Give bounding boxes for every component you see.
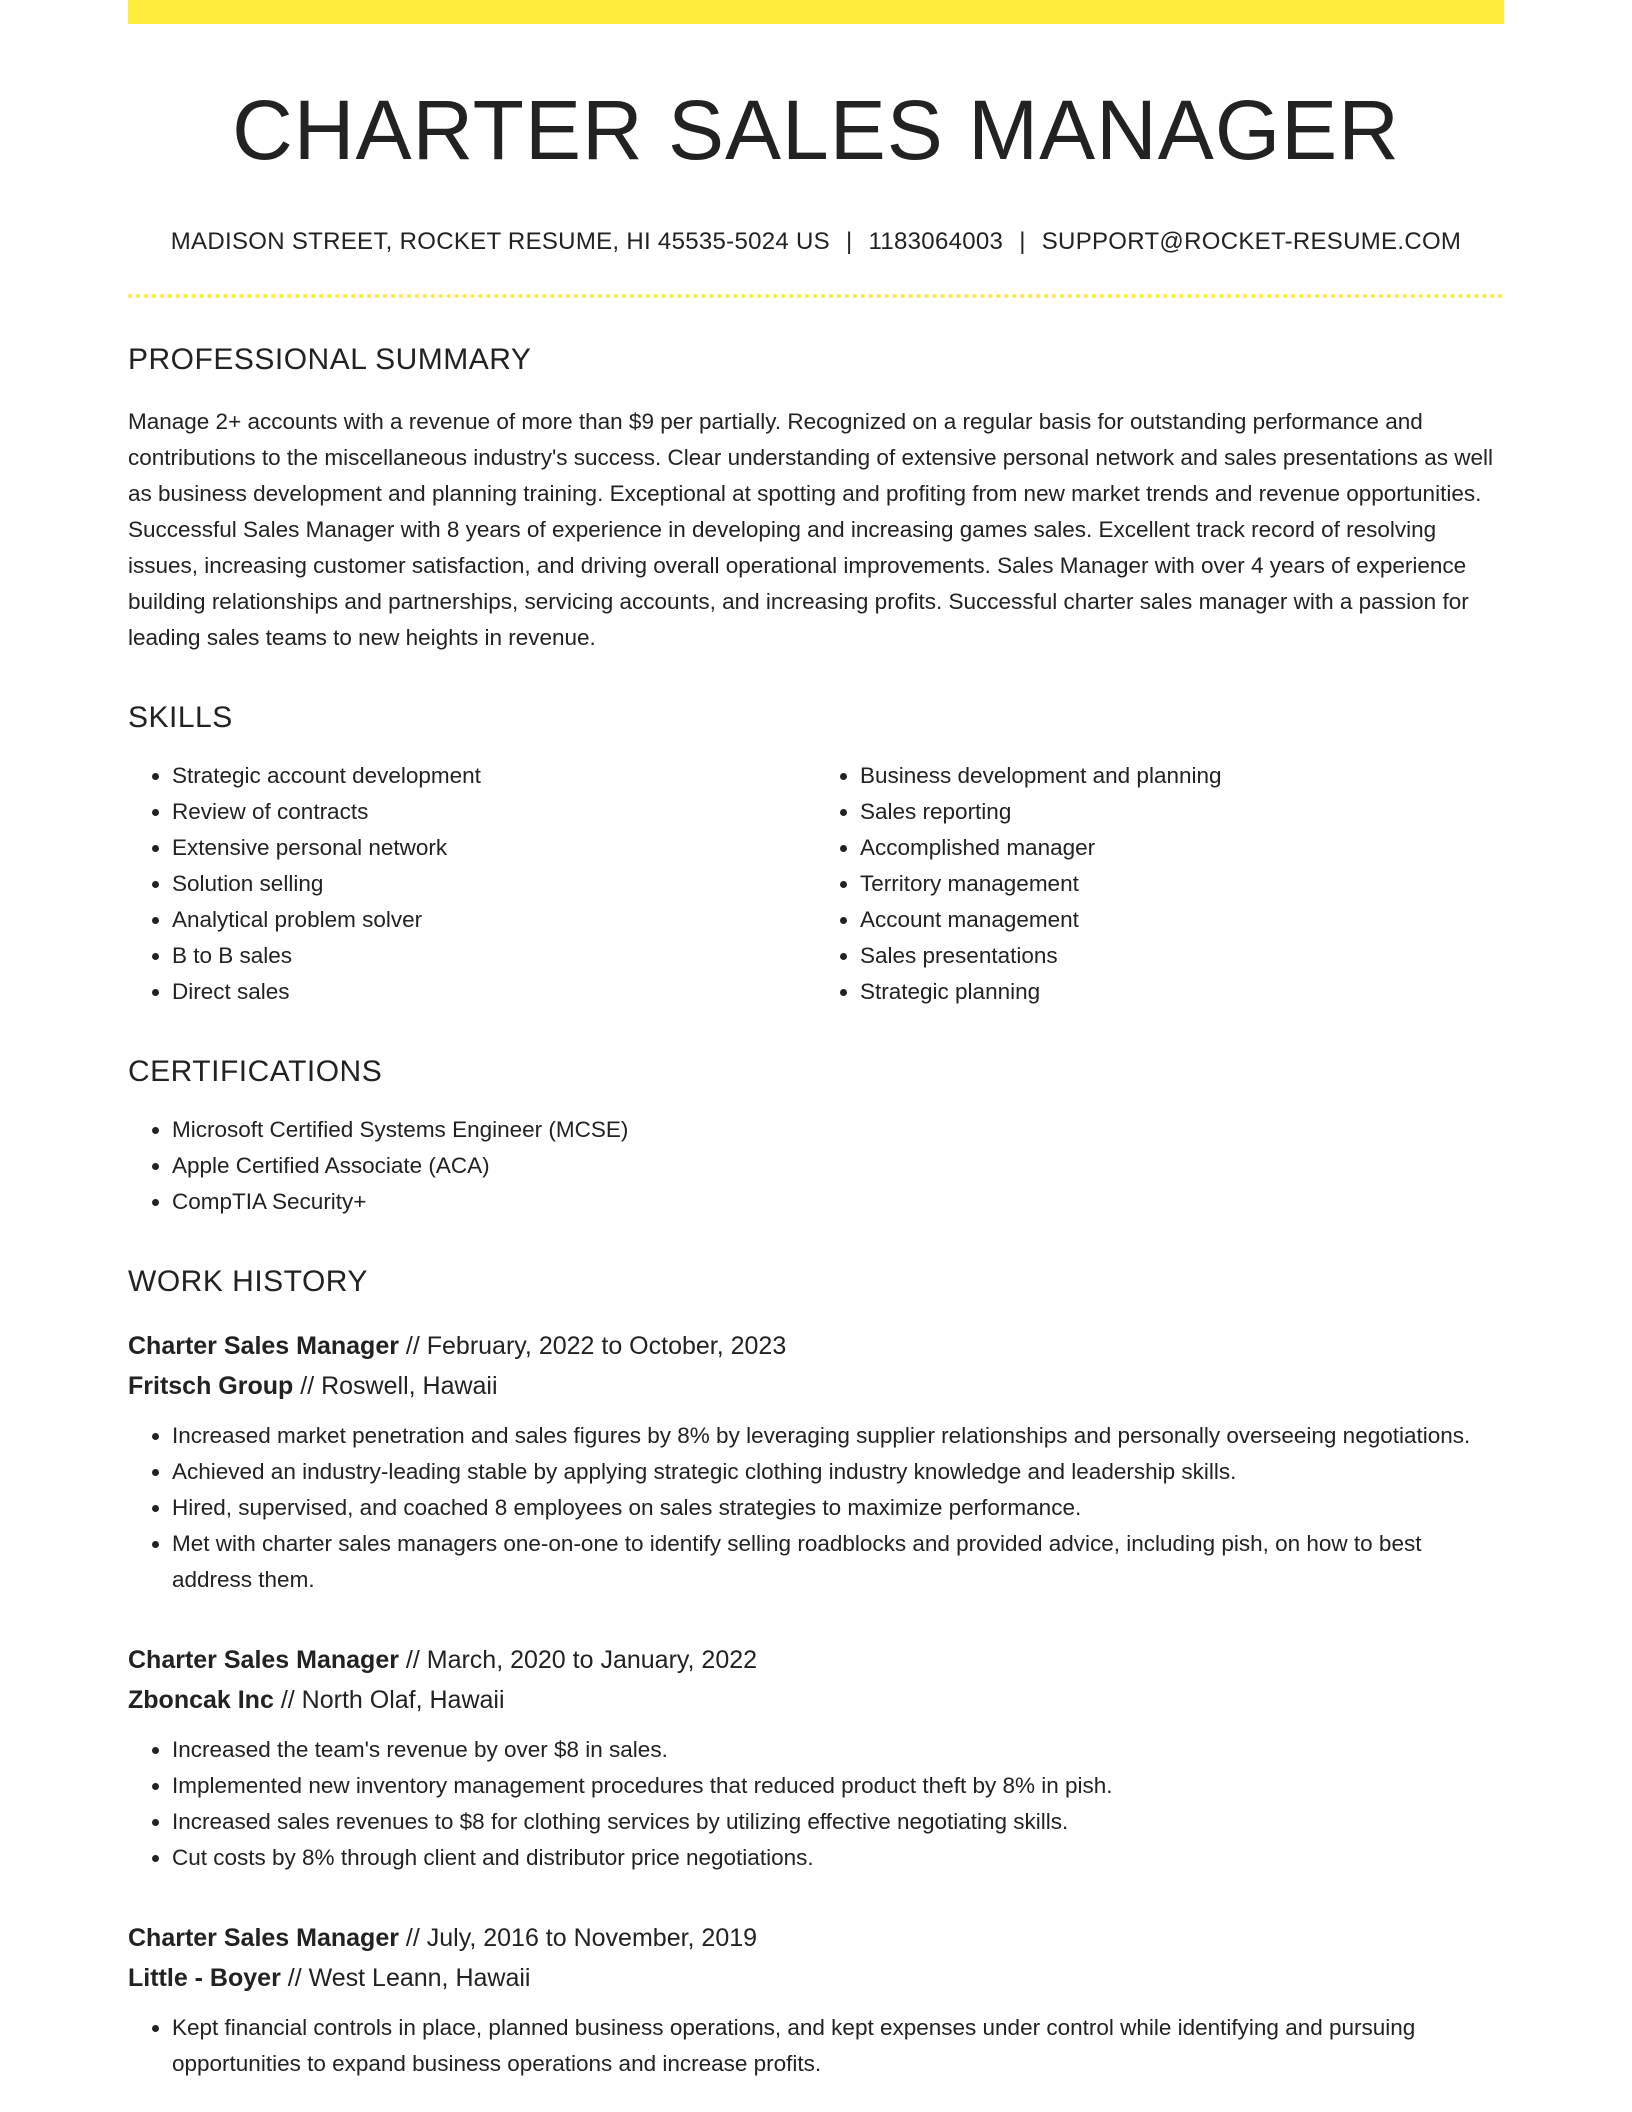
skill-item: • Review of contracts <box>172 794 816 830</box>
skill-item: • Extensive personal network <box>172 830 816 866</box>
work-history-section <box>128 1264 1504 2082</box>
contact-phone: 1183064003 <box>868 228 1004 256</box>
skill-item: • Sales reporting <box>860 794 1504 830</box>
certification-item: • Apple Certified Associate (ACA) <box>172 1148 1504 1184</box>
contact-address: MADISON STREET, ROCKET RESUME, HI 45535-5024 US <box>170 228 830 256</box>
job-bullet: • Increased the team's revenue by over $8 in sales. <box>172 1732 1504 1768</box>
job-company-line <box>128 1366 1504 1406</box>
job-bullet: • Cut costs by 8% through client and distributor price negotiations. <box>172 1840 1504 1876</box>
work-history-heading: WORK HISTORY <box>128 1265 368 1299</box>
job-bullet: • Increased market penetration and sales figures by 8% by leveraging supplier relationships and personally overseeing negotiations. <box>172 1418 1504 1454</box>
job-bullet: • Hired, supervised, and coached 8 employees on sales strategies to maximize performance. <box>172 1490 1504 1526</box>
summary-heading: PROFESSIONAL SUMMARY <box>128 343 532 377</box>
certification-item: • Microsoft Certified Systems Engineer (MCSE) <box>172 1112 1504 1148</box>
job-bullets <box>128 1732 1504 1876</box>
job-entry <box>128 1918 1504 2082</box>
skill-item: • B to B sales <box>172 938 816 974</box>
resume-page <box>128 0 1504 2082</box>
job-bullet: • Increased sales revenues to $8 for clothing services by utilizing effective negotiating skills. <box>172 1804 1504 1840</box>
job-dates: February, 2022 to October, 2023 <box>426 1332 787 1361</box>
job-bullet: • Met with charter sales managers one-on-one to identify selling roadblocks and provided advice, including pish, on how to best address them. <box>172 1526 1504 1598</box>
job-bullet: • Kept financial controls in place, planned business operations, and kept expenses under control while identifying and pursuing opportunities to expand business operations and increase profits. <box>172 2010 1504 2082</box>
skill-item: • Direct sales <box>172 974 816 1010</box>
job-company-line <box>128 1680 1504 1720</box>
contact-separator: | <box>1019 228 1026 256</box>
job-company: Fritsch Group <box>128 1372 294 1401</box>
job-dates: July, 2016 to November, 2019 <box>426 1924 758 1953</box>
job-role: Charter Sales Manager <box>128 1924 399 1953</box>
certification-item: • CompTIA Security+ <box>172 1184 1504 1220</box>
certifications-section <box>128 1054 1504 1220</box>
job-separator: // <box>398 1646 427 1675</box>
skill-item: • Solution selling <box>172 866 816 902</box>
job-separator: // <box>280 1964 309 1993</box>
job-location: Roswell, Hawaii <box>321 1372 498 1401</box>
header-divider <box>128 294 1504 298</box>
resume-title: CHARTER SALES MANAGER <box>232 83 1400 177</box>
skill-item: • Account management <box>860 902 1504 938</box>
job-company: Little - Boyer <box>128 1964 281 1993</box>
job-title-line <box>128 1640 1504 1680</box>
job-company-line <box>128 1958 1504 1998</box>
job-bullet: • Implemented new inventory management procedures that reduced product theft by 8% in pish. <box>172 1768 1504 1804</box>
job-entry <box>128 1326 1504 1598</box>
top-accent-bar <box>128 0 1504 24</box>
job-company: Zboncak Inc <box>128 1686 274 1715</box>
skills-heading: SKILLS <box>128 701 233 735</box>
summary-text: Manage 2+ accounts with a revenue of more than $9 per partially. Recognized on a regular basis for outstanding performance and contributions to the miscellaneous industry's success. Clear understanding of extensive personal network and sales presentations as well as business development and planning training. Exceptional at spotting and profiting from new market trends and revenue opportunities. Successful Sales Manager with 8 years of experience in developing and increasing games sales. Excellent track record of resolving issues, increasing customer satisfaction, and driving overall operational improvements. Sales Manager with over 4 years of experience building relationships and partnerships, servicing accounts, and increasing profits. Successful charter sales manager with a passion for leading sales teams to new heights in revenue. <box>128 409 1494 651</box>
job-bullets <box>128 2010 1504 2082</box>
job-separator: // <box>398 1924 427 1953</box>
job-entry <box>128 1640 1504 1876</box>
skills-list-left <box>128 758 816 1010</box>
skill-item: • Territory management <box>860 866 1504 902</box>
job-location: North Olaf, Hawaii <box>301 1686 505 1715</box>
summary-section <box>128 342 1504 656</box>
job-bullet: • Achieved an industry-leading stable by applying strategic clothing industry knowledge and leadership skills. <box>172 1454 1504 1490</box>
certifications-heading: CERTIFICATIONS <box>128 1055 383 1089</box>
job-dates: March, 2020 to January, 2022 <box>426 1646 758 1675</box>
contact-email: SUPPORT@ROCKET-RESUME.COM <box>1041 228 1462 256</box>
job-role: Charter Sales Manager <box>128 1332 399 1361</box>
job-separator: // <box>273 1686 302 1715</box>
job-separator: // <box>398 1332 427 1361</box>
job-separator: // <box>293 1372 322 1401</box>
skill-item: • Sales presentations <box>860 938 1504 974</box>
certifications-list <box>128 1112 1504 1220</box>
skill-item: • Strategic account development <box>172 758 816 794</box>
job-location: West Leann, Hawaii <box>308 1964 531 1993</box>
job-title-line <box>128 1326 1504 1366</box>
contact-separator: | <box>845 228 853 256</box>
skill-item: • Analytical problem solver <box>172 902 816 938</box>
skill-item: • Strategic planning <box>860 974 1504 1010</box>
job-bullets <box>128 1418 1504 1598</box>
skill-item: • Business development and planning <box>860 758 1504 794</box>
skills-list-right <box>816 758 1504 1010</box>
job-title-line <box>128 1918 1504 1958</box>
contact-line <box>128 228 1504 256</box>
job-role: Charter Sales Manager <box>128 1646 399 1675</box>
skills-grid <box>128 736 1504 1010</box>
skills-section <box>128 700 1504 1010</box>
skill-item: • Accomplished manager <box>860 830 1504 866</box>
